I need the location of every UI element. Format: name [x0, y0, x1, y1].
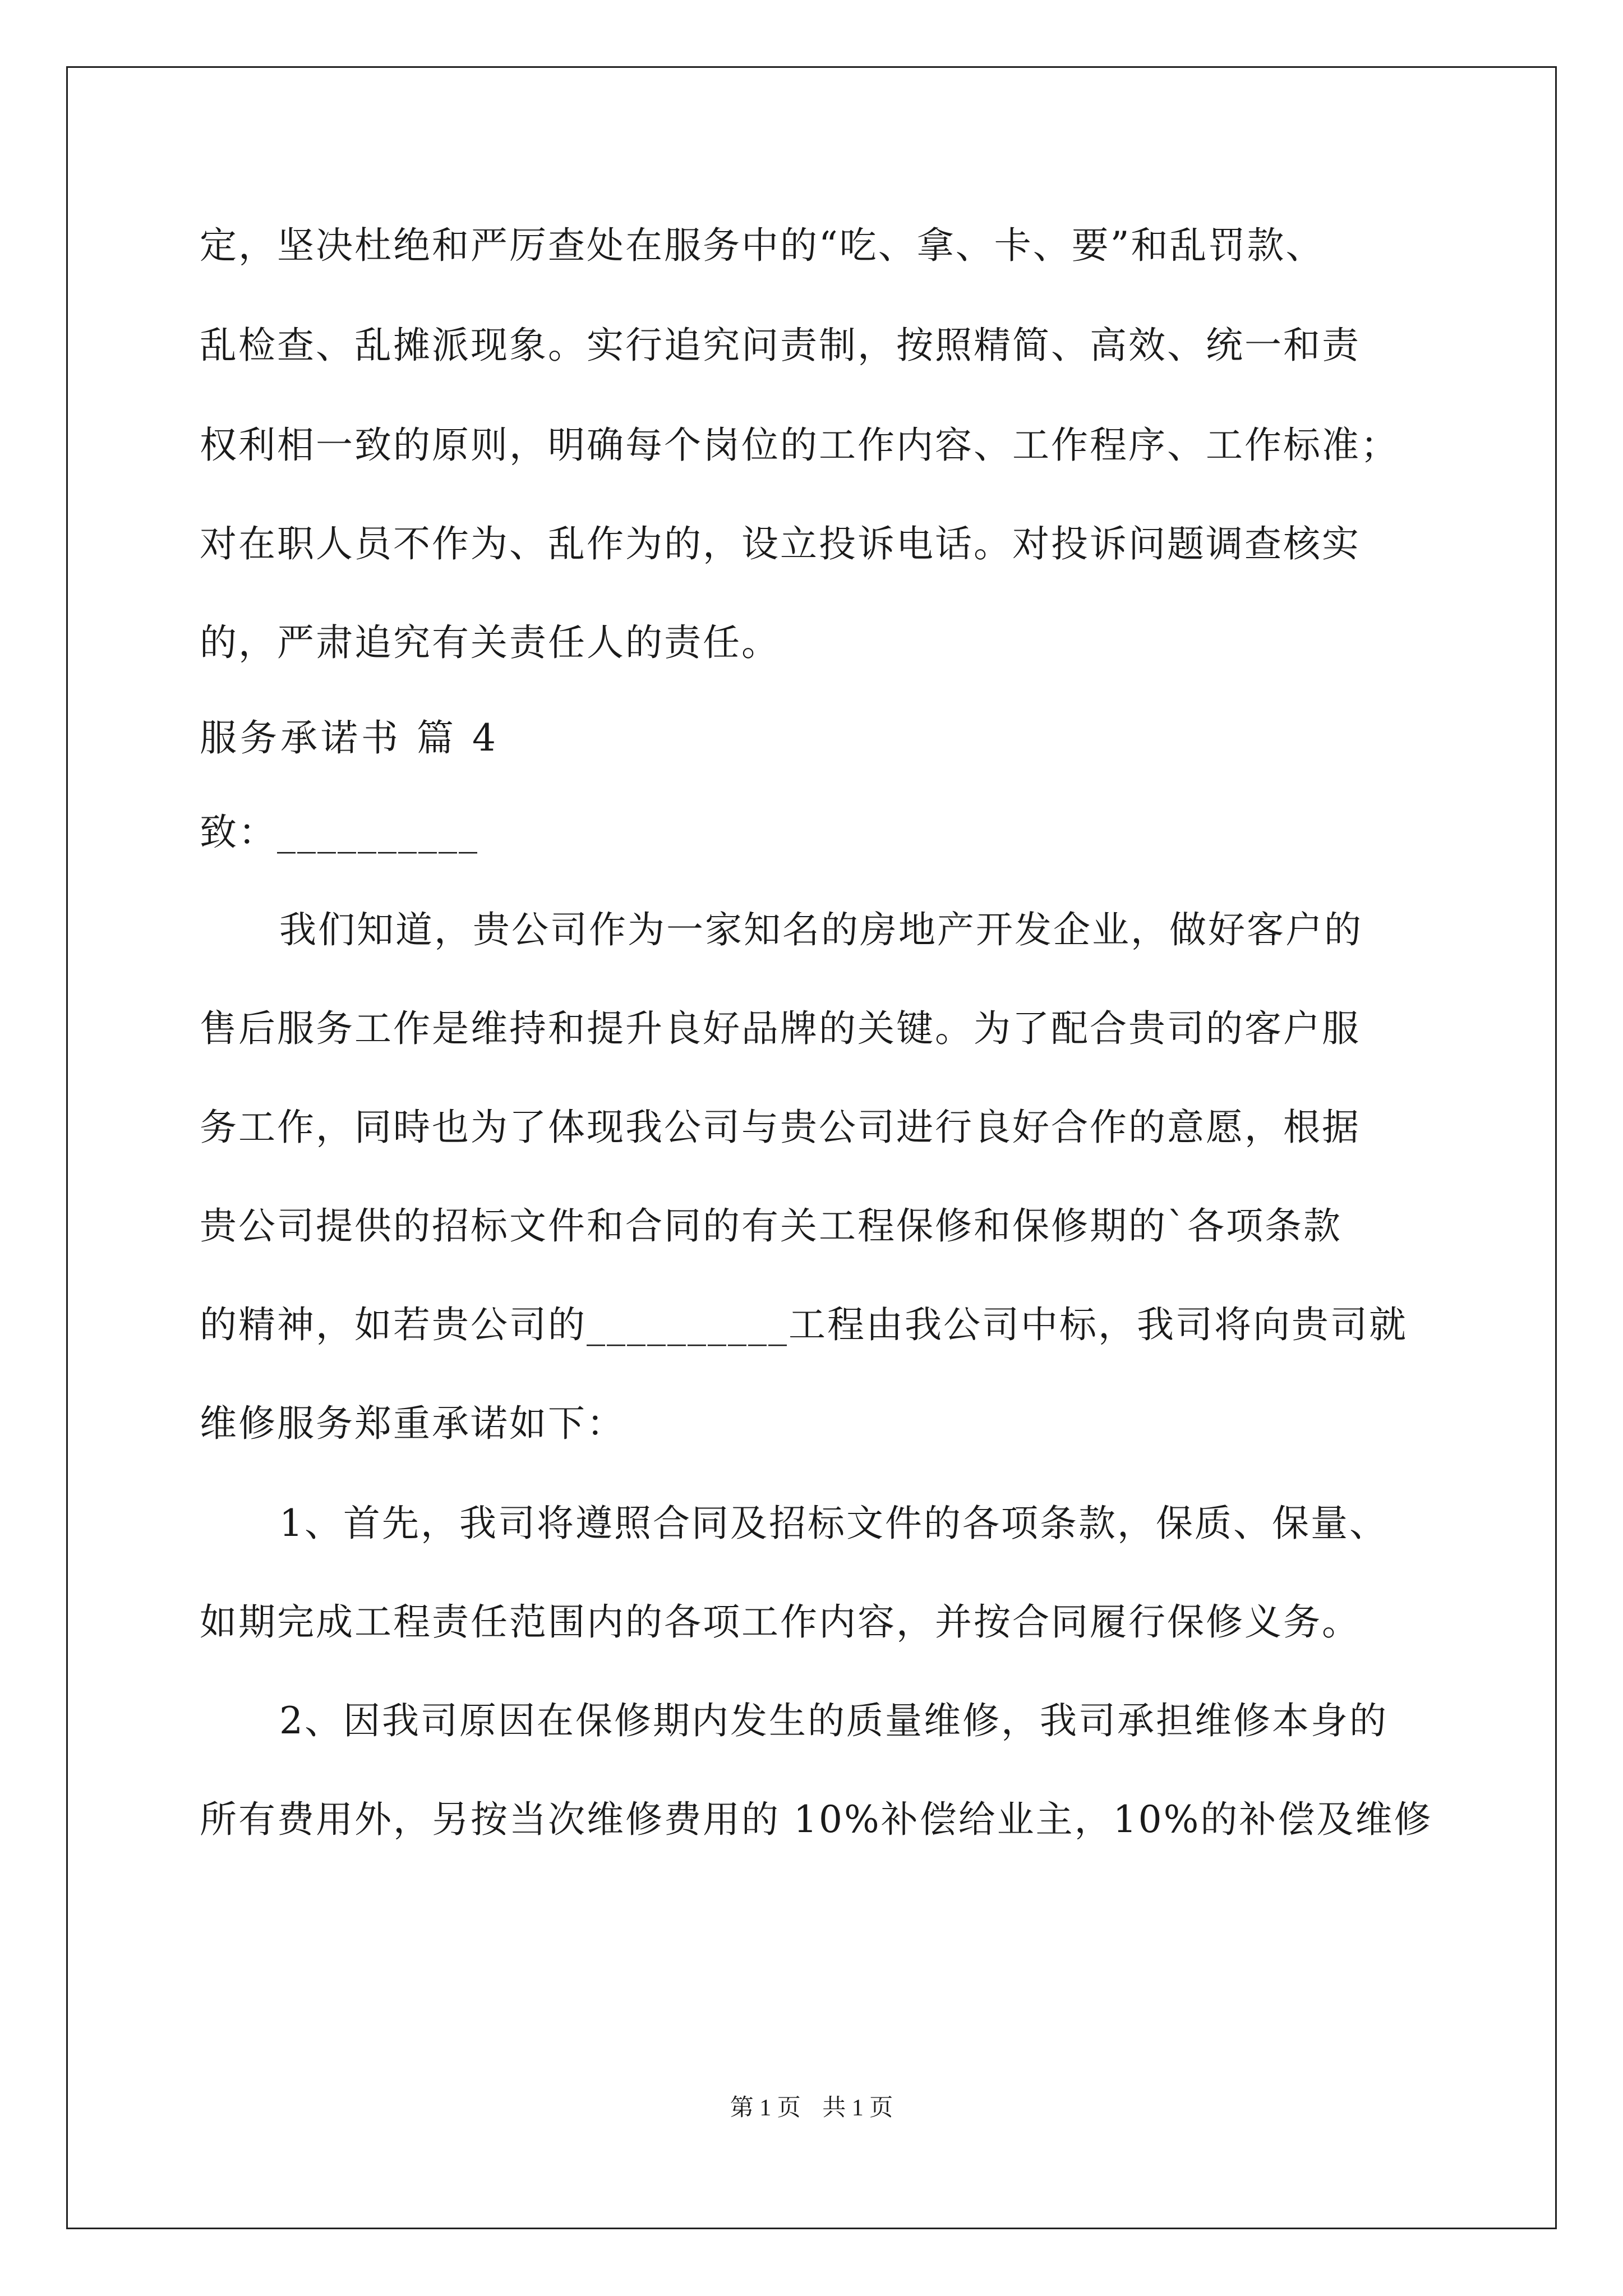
paragraph-line: 定，坚决杜绝和严厉查处在服务中的“吃、拿、卡、要”和乱罚款、 — [200, 224, 1325, 267]
paragraph-line: 乱检查、乱摊派现象。实行追究问责制，按照精简、高效、统一和责 — [200, 324, 1361, 367]
paragraph-line: 的精神，如若贵公司的__________工程由我公司中标，我司将向贵司就 — [200, 1303, 1408, 1346]
page-footer — [0, 2091, 1623, 2125]
paragraph-line: 权利相一致的原则，明确每个岗位的工作内容、工作程序、工作标准； — [200, 424, 1399, 467]
paragraph-line: 维修服务郑重承诺如下： — [200, 1402, 625, 1445]
paragraph-line: 售后服务工作是维持和提升良好品牌的关键。为了配合贵司的客户服 — [200, 1007, 1361, 1050]
list-item-line: 如期完成工程责任范围内的各项工作内容，并按合同履行保修义务。 — [200, 1600, 1361, 1644]
list-item-line: 1、首先，我司将遵照合同及招标文件的各项条款，保质、保量、 — [279, 1502, 1388, 1545]
section-heading: 服务承诺书 篇 4 — [200, 716, 499, 760]
page-number-total: 共 1 页 — [822, 2095, 893, 2121]
paragraph-line: 的，严肃追究有关责任人的责任。 — [200, 621, 780, 664]
list-item-line: 2、因我司原因在保修期内发生的质量维修，我司承担维修本身的 — [279, 1699, 1388, 1742]
paragraph-line: 我们知道，贵公司作为一家知名的房地产开发企业，做好客户的 — [279, 908, 1363, 951]
paragraph-line: 贵公司提供的招标文件和合同的有关工程保修和保修期的`各项条款 — [200, 1204, 1342, 1248]
salutation: 致：__________ — [200, 811, 479, 854]
list-item-line: 所有费用外，另按当次维修费用的 10%补偿给业主，10%的补偿及维修 — [200, 1798, 1433, 1841]
paragraph-line: 对在职人员不作为、乱作为的，设立投诉电话。对投诉问题调查核实 — [200, 522, 1361, 565]
paragraph-line: 务工作，同時也为了体现我公司与贵公司进行良好合作的意愿，根据 — [200, 1106, 1361, 1149]
page-number-current: 第 1 页 — [730, 2095, 801, 2121]
